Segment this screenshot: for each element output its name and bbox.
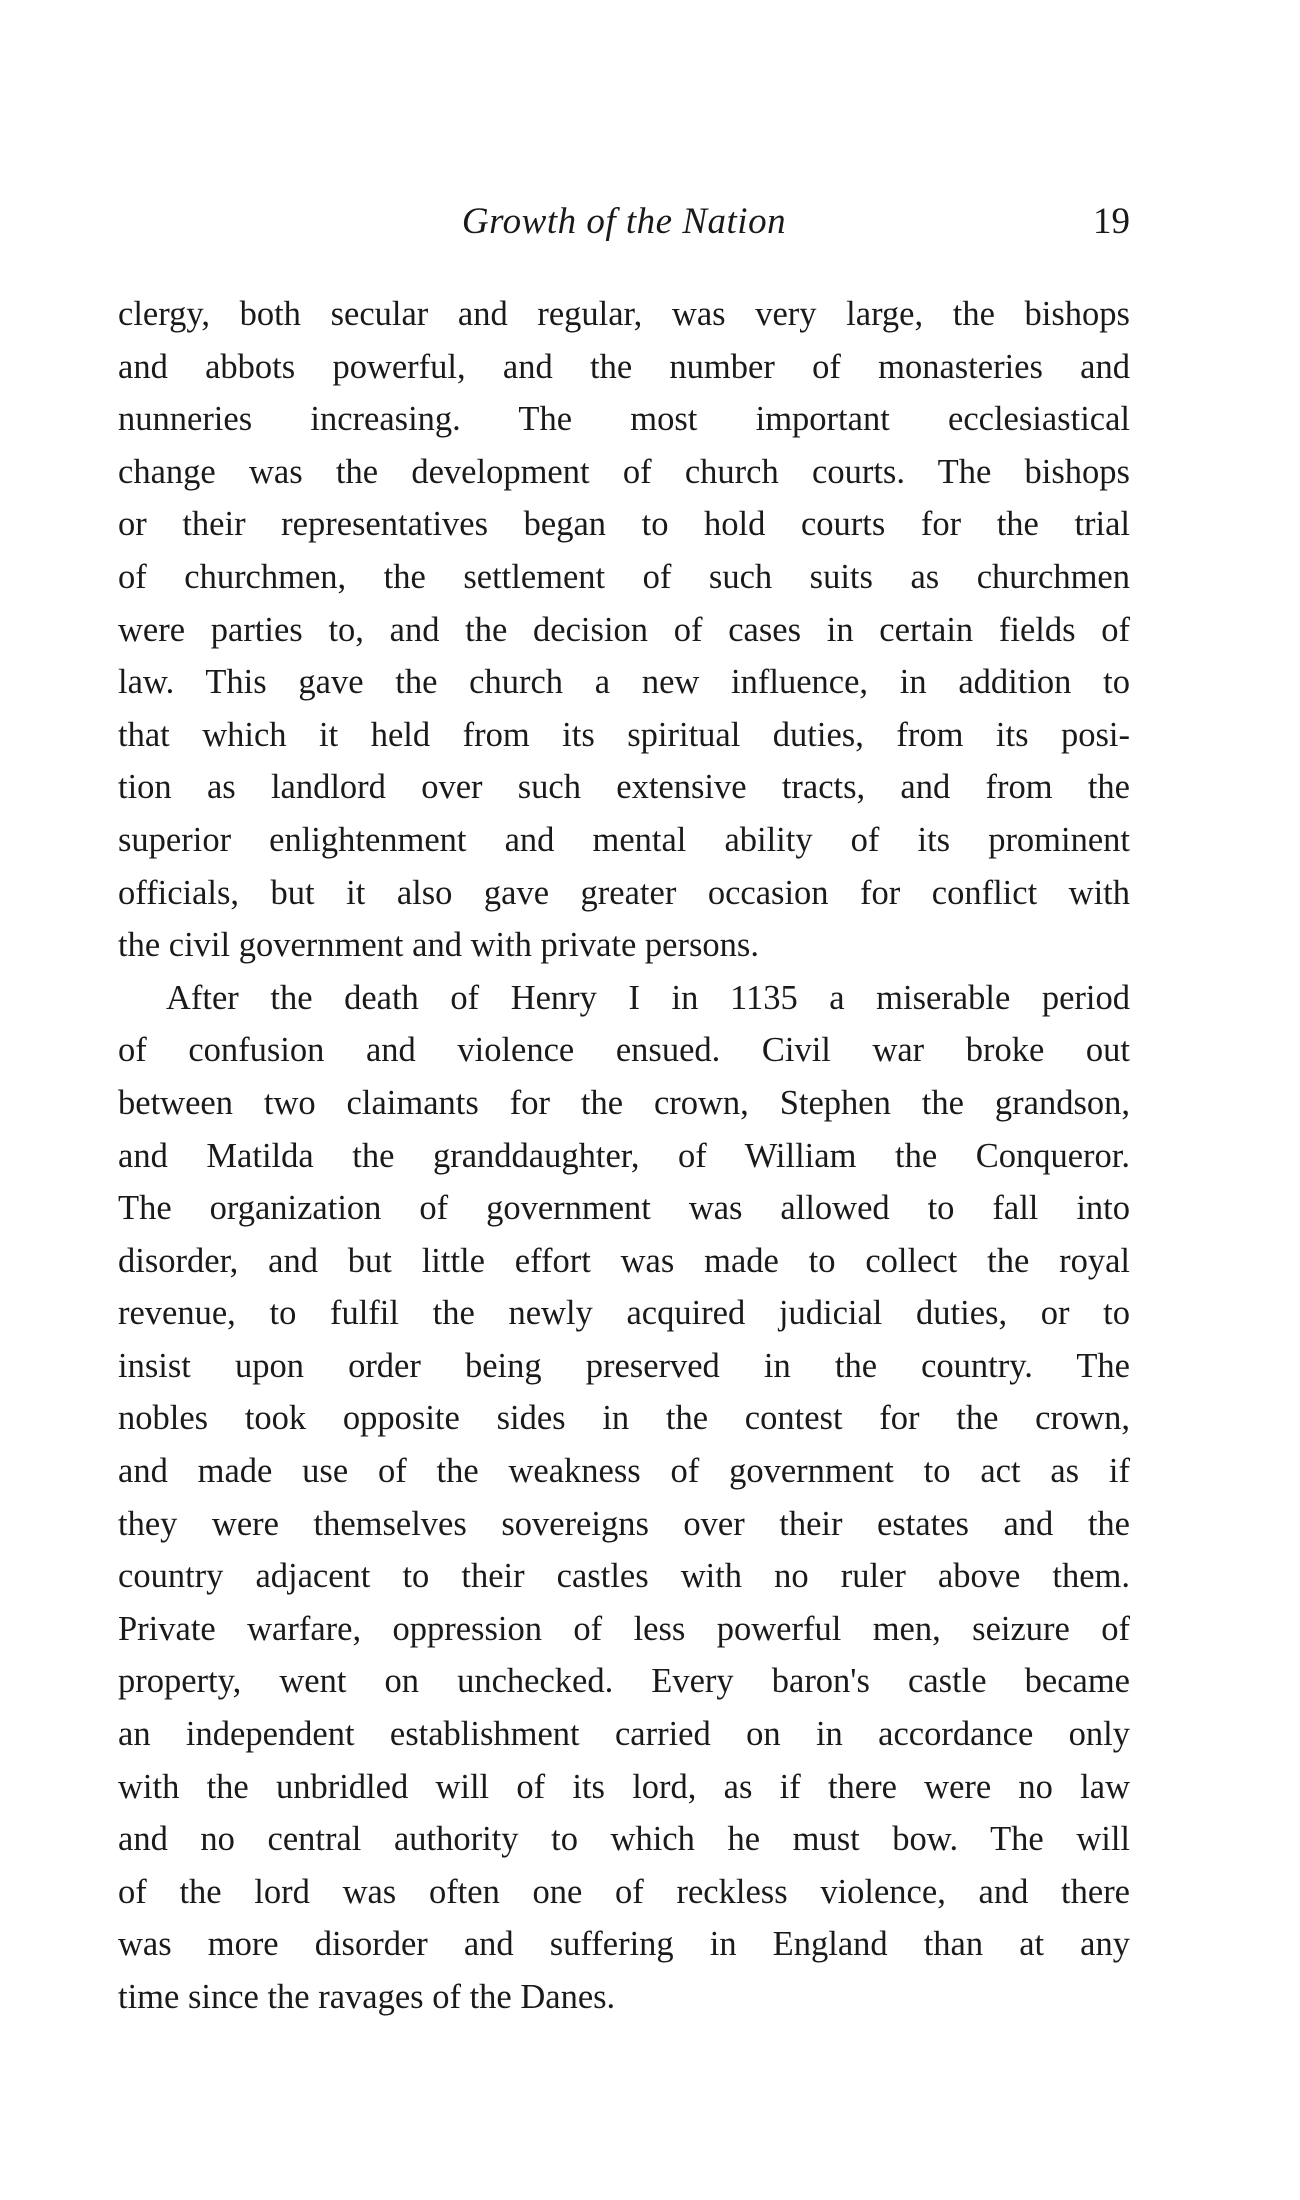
text-line: law. This gave the church a new influence, in addition to: [118, 663, 1130, 702]
text-line: tion as landlord over such extensive tracts, and from the: [118, 768, 1130, 807]
text-line: or their representatives began to hold courts for the trial: [118, 505, 1130, 544]
text-line: time since the ravages of the Danes.: [118, 1978, 616, 2016]
text-line: the civil government and with private persons.: [118, 926, 759, 965]
text-line: and made use of the weakness of government to act as if: [118, 1452, 1130, 1491]
text-line: After the death of Henry I in 1135 a miserable period: [166, 978, 1130, 1017]
text-line: disorder, and but little effort was made to collect the royal: [118, 1241, 1130, 1280]
text-line: they were themselves sovereigns over their estates and the: [118, 1504, 1130, 1543]
paragraph-2: [118, 972, 1130, 2024]
text-line: nobles took opposite sides in the contest for the crown,: [118, 1399, 1130, 1438]
text-line: of the lord was often one of reckless violence, and there: [118, 1872, 1130, 1911]
paragraph-1: [118, 288, 1130, 972]
text-line: country adjacent to their castles with no ruler above them.: [118, 1557, 1130, 1596]
text-line: and no central authority to which he must bow. The will: [118, 1820, 1130, 1859]
running-title: Growth of the Nation: [461, 201, 787, 242]
text-line: and Matilda the granddaughter, of William the Conqueror.: [118, 1136, 1130, 1175]
text-line: superior enlightenment and mental ability of its prominent: [118, 820, 1130, 859]
text-line: of confusion and violence ensued. Civil war broke out: [118, 1031, 1130, 1070]
text-line: officials, but it also gave greater occasion for conflict with: [118, 873, 1130, 912]
text-line: between two claimants for the crown, Stephen the grandson,: [118, 1083, 1130, 1122]
text-line: The organization of government was allowed to fall into: [118, 1189, 1130, 1228]
text-line: insist upon order being preserved in the country. The: [118, 1346, 1130, 1385]
text-line: revenue, to fulfil the newly acquired judicial duties, or to: [118, 1294, 1130, 1333]
page-number: 19: [1093, 201, 1130, 242]
text-line: Private warfare, oppression of less powerful men, seizure of: [118, 1609, 1130, 1648]
text-line: that which it held from its spiritual duties, from its posi-: [118, 715, 1130, 754]
text-line: clergy, both secular and regular, was very large, the bishops: [118, 295, 1130, 333]
text-line: an independent establishment carried on in accordance only: [118, 1715, 1130, 1754]
text-line: with the unbridled will of its lord, as if there were no law: [118, 1767, 1130, 1806]
page-header: [118, 200, 1130, 260]
text-line: property, went on unchecked. Every baron's castle became: [118, 1662, 1130, 1701]
text-line: were parties to, and the decision of cases in certain fields of: [118, 610, 1130, 649]
text-line: and abbots powerful, and the number of monasteries and: [118, 347, 1130, 386]
text-line: of churchmen, the settlement of such suits as churchmen: [118, 557, 1130, 596]
body-text: [118, 288, 1130, 2024]
text-line: was more disorder and suffering in England than at any: [118, 1925, 1130, 1964]
text-line: nunneries increasing. The most important ecclesiastical: [118, 400, 1130, 439]
text-line: change was the development of church courts. The bishops: [118, 452, 1130, 491]
